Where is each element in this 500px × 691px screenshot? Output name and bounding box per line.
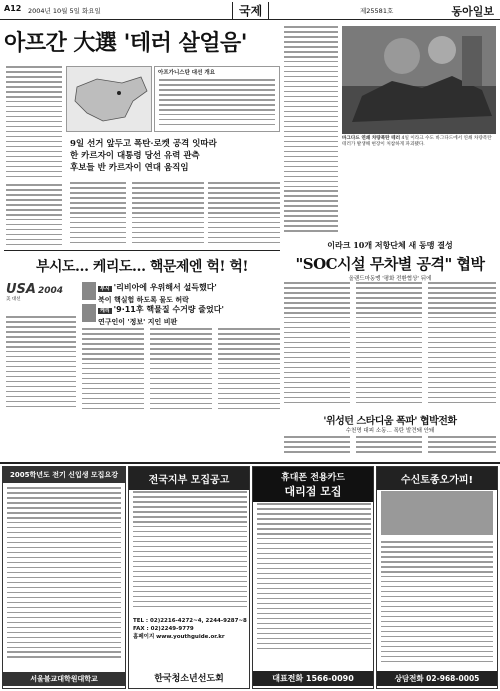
lead-headline xyxy=(4,26,280,57)
iraq-headline: "SOC시설 무차별 공격" 협박 xyxy=(295,255,485,273)
lead-body-col1 xyxy=(6,66,62,181)
lead-headline-part: 아프간 xyxy=(4,30,74,56)
kerry-quote-sub: 연구인이 '정보' 지인 비판 xyxy=(98,318,178,326)
ad3-title1: 휴대폰 전용카드 xyxy=(281,473,345,483)
page-header xyxy=(0,0,500,20)
lead-body-col1b xyxy=(6,184,62,248)
issue-date: 2004년 10월 5일 화요일 xyxy=(28,7,101,15)
issue-number: 제25581호 xyxy=(360,7,394,15)
lead-body-col2 xyxy=(70,182,126,246)
bush-photo xyxy=(82,282,96,300)
map-graphic xyxy=(67,67,151,131)
lead-body-col5 xyxy=(284,26,338,238)
debate-body-col2 xyxy=(82,328,144,412)
stadium-body-col3 xyxy=(428,436,496,458)
iraq-subhead: 올랜드마동맹 '평화 전환협상' 뒤에 xyxy=(348,276,432,282)
bombing-photo-graphic xyxy=(342,26,496,134)
bush-quote xyxy=(98,282,280,305)
stadium-heads xyxy=(284,412,496,434)
ad3-title2: 대리점 모집 xyxy=(284,485,342,498)
kerry-quote xyxy=(98,304,280,327)
ad1-title: 2005학년도 전기 신입생 모집요강 xyxy=(3,467,125,483)
debate-body-col4 xyxy=(218,328,280,412)
ad2-homepage: 홈페이지 www.youthguide.or.kr xyxy=(133,634,225,640)
kerry-quote-text: '9·11후 핵물질 수거량 줄었다' xyxy=(113,305,224,314)
ad3-rep-phone: 대표전화 1566-0090 xyxy=(253,671,373,686)
ad1-school: 서울불교대학원대학교 xyxy=(3,672,125,686)
ad-phone-card[interactable] xyxy=(252,466,374,689)
page-number: A12 xyxy=(4,4,22,13)
stadium-headline: '위성턴 스타디움 폭파' 협박전화 xyxy=(323,416,457,427)
iraq-kicker: 이라크 10개 저항단체 새 동맹 결성 xyxy=(327,240,453,250)
lead-subhead-1: 9일 선거 앞두고 폭탄·로켓 공격 잇따라 xyxy=(70,139,217,149)
iraq-body-col3 xyxy=(428,282,496,410)
iraq-story-heads xyxy=(284,240,496,282)
lead-body-col3 xyxy=(132,182,204,246)
lead-headline-hanja: 大選 xyxy=(73,30,117,56)
lead-headline-part: '테러 살얼음' xyxy=(116,30,247,56)
logo-tag: 美 대선 xyxy=(6,297,21,302)
usa2004-logo xyxy=(6,282,76,312)
ad-divider xyxy=(0,462,500,464)
ad4-phone: 상담전화 02-968-0005 xyxy=(377,671,497,686)
debate-body-col3 xyxy=(150,328,212,412)
ad2-fax: FAX : 02)2249-9779 xyxy=(133,626,194,632)
bush-quote-sub: 북이 핵실험 하도록 물도 허락 xyxy=(98,296,189,304)
afghanistan-map xyxy=(66,66,152,132)
election-info-box xyxy=(154,66,280,132)
ad2-tel: TEL : 02)2216-4272~4, 2244-9287~8 xyxy=(133,618,247,624)
newspaper-name: 동아일보 xyxy=(451,5,494,18)
ad-university[interactable] xyxy=(2,466,126,689)
bombing-photo xyxy=(342,26,496,134)
ad-branch-recruit[interactable] xyxy=(128,466,250,689)
map-title: 아프가니스탄 대선 개요 xyxy=(158,70,215,76)
stadium-subhead: 수천명 대피 소동… 폭탄 발견돼 안돼 xyxy=(345,428,435,434)
logo-year: 2004 xyxy=(37,286,64,296)
bush-quote-text: '리비아에 우위해서 설득했다' xyxy=(113,283,217,292)
ad4-product-image xyxy=(381,491,493,535)
stadium-body-col1 xyxy=(284,436,350,458)
lead-subhead-3: 후보들 반 카르자이 연대 움직임 xyxy=(70,163,189,173)
photo-caption xyxy=(342,136,496,156)
iraq-body-col1 xyxy=(284,282,350,410)
ad2-org: 한국청소년선도회 xyxy=(154,674,224,684)
kerry-photo xyxy=(82,304,96,322)
caption-title: 바그다드 연쇄 차량폭탄 테러 xyxy=(342,136,401,141)
ad2-title: 전국지부 모집공고 xyxy=(129,467,249,490)
debate-body-col1 xyxy=(6,316,76,412)
caption-text: 4일 이라크 수도 바그다드에서 연쇄 차량폭탄 테러가 발생해 현장이 처참하게 파괴됐다. xyxy=(342,136,492,147)
divider xyxy=(4,250,280,251)
ad-ogapi[interactable] xyxy=(376,466,498,689)
section-title: 국제 xyxy=(232,2,269,19)
ad4-title: 수신토종오가피! xyxy=(377,467,497,490)
iraq-body-col2 xyxy=(356,282,422,410)
lead-body-col4 xyxy=(208,182,280,246)
debate-headline: 부시도… 케리도… 핵문제엔 헉! 헉! xyxy=(35,259,249,275)
kerry-badge: 케리 xyxy=(100,308,110,314)
bush-badge: 부시 xyxy=(100,286,110,292)
lead-subheads xyxy=(70,138,280,174)
logo-usa: USA xyxy=(6,282,36,297)
stadium-body-col2 xyxy=(356,436,422,458)
lead-subhead-2: 한 카르자이 대통령 당선 유력 관측 xyxy=(70,151,200,161)
